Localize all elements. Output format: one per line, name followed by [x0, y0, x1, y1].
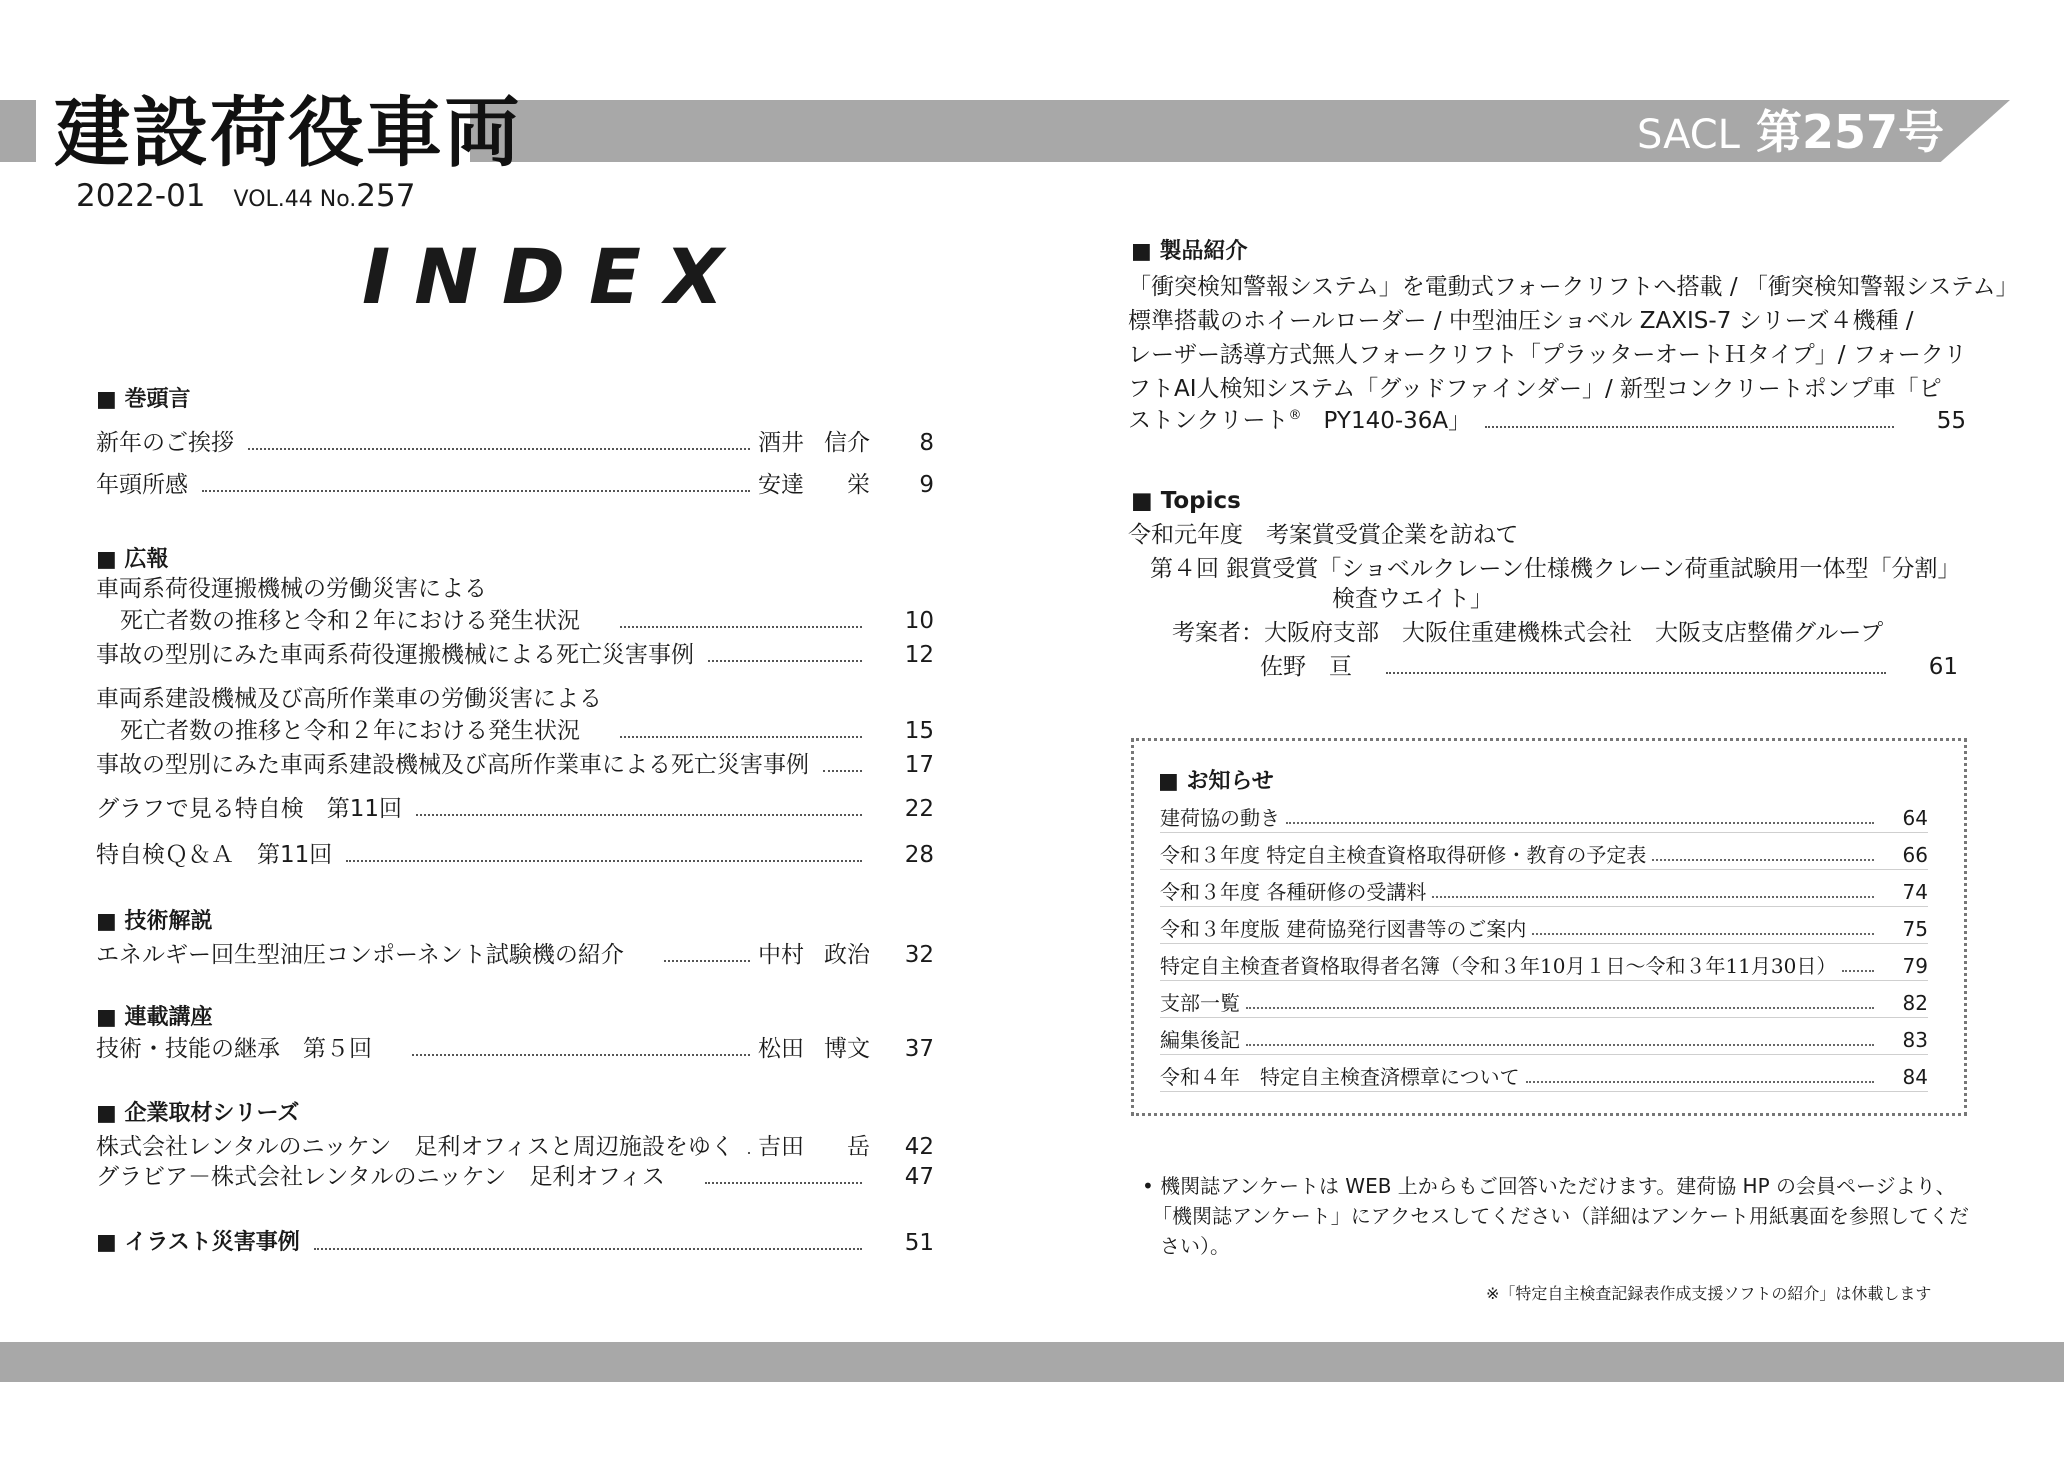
toc-page: 55 [1936, 408, 1966, 434]
toc-title: 事故の型別にみた車両系荷役運搬機械による死亡災害事例 [96, 642, 694, 668]
toc-author: 松田 博文 [758, 1036, 870, 1062]
notice-row[interactable] [1160, 1059, 1928, 1092]
toc-row[interactable] [96, 1130, 934, 1162]
toc-row[interactable] [1128, 402, 1966, 436]
toc-row[interactable] [120, 604, 934, 636]
toc-row[interactable] [96, 1226, 934, 1258]
footer-bar [0, 1342, 2064, 1382]
toc-page: 51 [904, 1230, 934, 1256]
section-illust: ■ イラスト災害事例 [96, 1230, 300, 1255]
leader-dots [1246, 1044, 1874, 1046]
product-line: レーザー誘導方式無人フォークリフト「プラッターオートＨタイプ」/ フォークリ [1128, 342, 1967, 368]
notice-item-title: 支部一覧 [1160, 991, 1240, 1015]
notice-row[interactable] [1160, 837, 1928, 870]
topics-line: 令和元年度 考案賞受賞企業を訪ねて [1128, 522, 1519, 548]
section-kigyou: ■ 企業取材シリーズ [96, 1101, 300, 1126]
notice-item-page: 66 [1902, 843, 1928, 867]
section-kantougen: ■ 巻頭言 [96, 387, 191, 412]
toc-row[interactable] [96, 468, 934, 500]
section-topics: ■ Topics [1131, 488, 1241, 514]
product-line: 標準搭載のホイールローダー / 中型油圧ショベル ZAXIS-7 シリーズ４機種 / [1128, 308, 1914, 334]
toc-page: 47 [904, 1164, 934, 1190]
notice-row[interactable] [1160, 874, 1928, 907]
issue-label [1637, 102, 1944, 173]
product-line: 「衝突検知警報システム」を電動式フォークリフトへ搭載 / 「衝突検知警報システム」 [1128, 274, 2019, 300]
leader-dots [1842, 970, 1874, 972]
hiatus-note: ※「特定自主検査記録表作成支援ソフトの紹介」は休載します [1486, 1284, 1932, 1303]
leader-dots [823, 770, 862, 772]
toc-row[interactable] [96, 748, 934, 780]
notice-item-page: 79 [1902, 954, 1928, 978]
toc-title-line1: 車両系建設機械及び高所作業車の労働災害による [96, 686, 602, 712]
toc-page: 10 [904, 608, 934, 634]
toc-title: エネルギー回生型油圧コンポーネント試験機の紹介 [96, 942, 624, 968]
notice-item-page: 83 [1902, 1028, 1928, 1052]
notice-item-title: 特定自主検査者資格取得者名簿（令和３年10月１日～令和３年11月30日） [1160, 954, 1837, 978]
leader-dots [412, 1054, 750, 1056]
topics-author: 佐野 亘 [1260, 654, 1352, 680]
toc-row[interactable] [96, 1160, 934, 1192]
leader-dots [314, 1248, 862, 1250]
toc-row[interactable] [1260, 648, 1958, 682]
leader-dots [664, 960, 750, 962]
toc-page: 42 [904, 1134, 934, 1160]
toc-author: 酒井 信介 [758, 430, 870, 456]
toc-page: 9 [919, 472, 934, 498]
notice-item-page: 64 [1902, 806, 1928, 830]
survey-note-line: さい）。 [1160, 1234, 1230, 1258]
notice-item-title: 令和３年度版 建荷協発行図書等のご案内 [1160, 917, 1527, 941]
toc-row[interactable] [96, 838, 934, 870]
leader-dots [748, 1152, 750, 1154]
notice-item-title: 令和３年度 特定自主検査資格取得研修・教育の予定表 [1160, 843, 1647, 867]
toc-row[interactable] [96, 638, 934, 670]
notice-item-title: 令和３年度 各種研修の受講料 [1160, 880, 1427, 904]
toc-page: 28 [904, 842, 934, 868]
toc-page: 61 [1928, 654, 1958, 680]
notice-item-page: 84 [1902, 1065, 1928, 1089]
product-line: ストンクリート® PY140-36A」 [1128, 408, 1472, 434]
notice-row[interactable] [1160, 985, 1928, 1018]
section-rensai: ■ 連載講座 [96, 1005, 213, 1030]
magazine-title: 建設荷役車両 [54, 88, 522, 177]
volume-number: 257 [356, 178, 416, 214]
leader-dots [1532, 933, 1874, 935]
section-kouhou: ■ 広報 [96, 547, 169, 572]
topics-line: 考案者：大阪府支部 大阪住重建機株式会社 大阪支店整備グループ [1172, 620, 1884, 646]
toc-row[interactable] [120, 714, 934, 746]
notice-item-title: 建荷協の動き [1160, 806, 1280, 830]
toc-title: 新年のご挨拶 [96, 430, 234, 456]
toc-title: グラフで見る特自検 第11回 [96, 796, 402, 822]
leader-dots [1526, 1081, 1874, 1083]
index-heading: INDEX [362, 232, 748, 321]
leader-dots [346, 860, 862, 862]
notice-item-title: 編集後記 [1160, 1028, 1240, 1052]
product-line: フトAI人検知システム「グッドファインダー」/ 新型コンクリートポンプ車「ピ [1128, 376, 1942, 402]
notice-row[interactable] [1160, 911, 1928, 944]
leader-dots [1246, 1007, 1874, 1009]
toc-title: 特自検Ｑ＆Ａ 第11回 [96, 842, 333, 868]
toc-page: 37 [904, 1036, 934, 1062]
volume-label: VOL.44 No. [233, 187, 357, 212]
toc-row[interactable] [96, 792, 934, 824]
leader-dots [620, 626, 862, 628]
notice-title: ■ お知らせ [1158, 769, 1274, 794]
section-seihin: ■ 製品紹介 [1131, 239, 1248, 264]
toc-title: 事故の型別にみた車両系建設機械及び高所作業車による死亡災害事例 [96, 752, 809, 778]
toc-row[interactable] [96, 1032, 934, 1064]
toc-author: 吉田 岳 [758, 1134, 870, 1160]
toc-page: 15 [904, 718, 934, 744]
toc-page: 32 [904, 942, 934, 968]
leader-dots [1386, 672, 1886, 674]
leader-dots [202, 490, 750, 492]
issue-date: 2022-01 [76, 178, 206, 214]
toc-page: 22 [904, 796, 934, 822]
leader-dots [1432, 896, 1874, 898]
toc-page: 17 [904, 752, 934, 778]
leader-dots [1286, 822, 1874, 824]
toc-title: 年頭所感 [96, 472, 188, 498]
leader-dots [708, 660, 862, 662]
leader-dots [248, 448, 750, 450]
sacl-label: SACL [1636, 112, 1740, 158]
leader-dots [620, 736, 862, 738]
leader-dots [1652, 859, 1874, 861]
notice-row[interactable] [1160, 1022, 1928, 1055]
toc-author: 中村 政治 [758, 942, 870, 968]
topics-line: 第４回 銀賞受賞「ショベルクレーン仕様機クレーン荷重試験用一体型「分割」 [1150, 556, 1961, 582]
toc-author: 安達 栄 [758, 472, 870, 498]
toc-title-line1: 車両系荷役運搬機械の労働災害による [96, 576, 487, 602]
issue-number: 第257号 [1755, 105, 1944, 159]
date-line [76, 176, 415, 220]
toc-row[interactable] [96, 426, 934, 458]
notice-row[interactable] [1160, 800, 1928, 833]
section-gijutsu: ■ 技術解説 [96, 909, 213, 934]
header-left-tab [0, 100, 36, 162]
notice-item-page: 82 [1902, 991, 1928, 1015]
toc-row[interactable] [96, 938, 934, 970]
toc-title: 死亡者数の推移と令和２年における発生状況 [120, 608, 580, 634]
notice-item-title: 令和４年 特定自主検査済標章について [1160, 1065, 1520, 1089]
leader-dots [1485, 426, 1894, 428]
toc-title: 死亡者数の推移と令和２年における発生状況 [120, 718, 580, 744]
survey-note-line: • 機関誌アンケートは WEB 上からもご回答いただけます。建荷協 HP の会員ページより、 [1142, 1174, 1956, 1198]
topics-line: 検査ウエイト」 [1332, 586, 1493, 612]
toc-page: 8 [919, 430, 934, 456]
survey-note-line: 「機関誌アンケート」にアクセスしてください（詳細はアンケート用紙裏面を参照してくだ [1152, 1204, 1969, 1228]
toc-title: 株式会社レンタルのニッケン 足利オフィスと周辺施設をゆく [96, 1134, 734, 1160]
leader-dots [705, 1182, 862, 1184]
toc-title: グラビア－株式会社レンタルのニッケン 足利オフィス [96, 1164, 665, 1190]
toc-title: 技術・技能の継承 第５回 [96, 1036, 372, 1062]
notice-item-page: 75 [1902, 917, 1928, 941]
leader-dots [416, 814, 862, 816]
notice-row[interactable] [1160, 948, 1928, 981]
notice-item-page: 74 [1902, 880, 1928, 904]
toc-page: 12 [904, 642, 934, 668]
